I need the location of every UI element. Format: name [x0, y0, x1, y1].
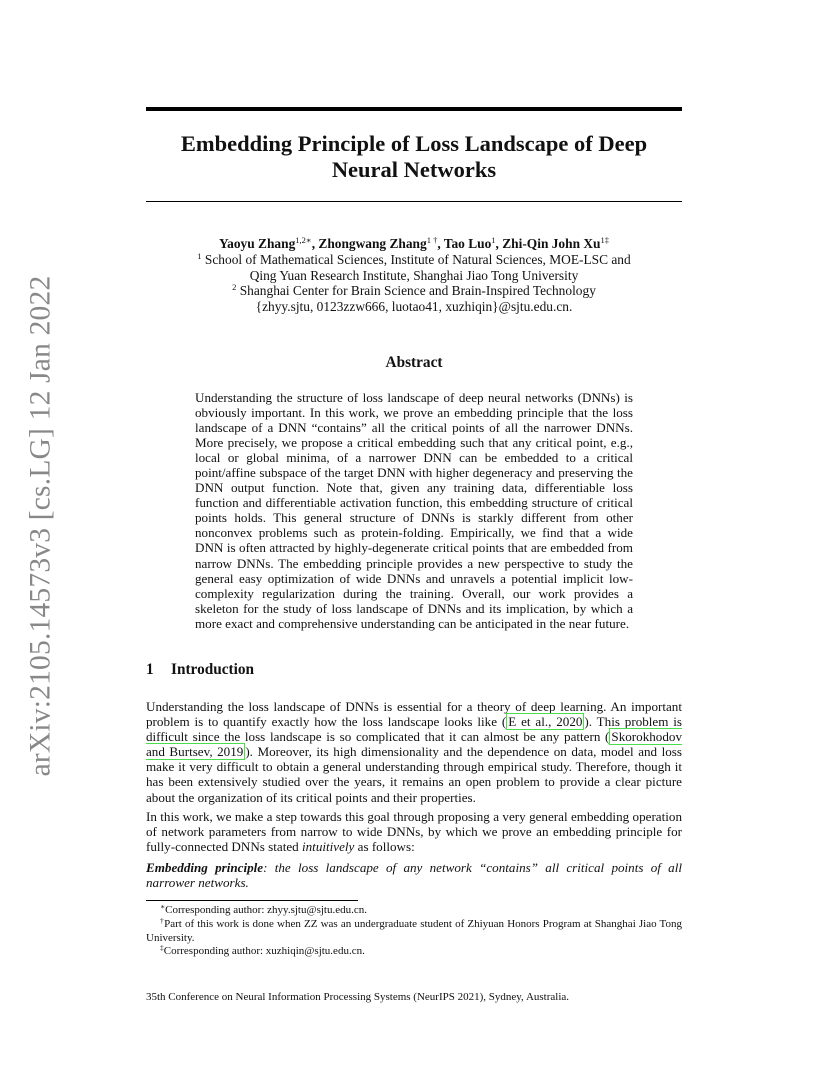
footnotes [146, 904, 682, 959]
citation-link[interactable]: Skorokhodov and Burtsev, 2019 [146, 729, 682, 760]
title-line-2: Neural Networks [331, 157, 497, 182]
footnote-text: Corresponding author: zhyy.sjtu@sjtu.edu.cn. [165, 904, 367, 916]
section-title: Introduction [171, 661, 255, 678]
intro-p1-text: ). Moreover, its high dimensionality and the dependence on data, model and loss make it very difficult to obtain a general understanding through empirical study. Therefore, though it has been extensively studied over the years, it remains an open problem to provide a clear picture about the organization of its critical points and their properties. [146, 744, 682, 805]
section-heading [146, 661, 254, 679]
principle-text: : the loss landscape of any network “contains” all critical points of all narrower networks. [146, 860, 682, 891]
footnote-text: Part of this work is done when ZZ was an undergraduate student of Zhiyuan Honors Program at Shanghai Jiao Tong University. [146, 917, 682, 944]
author-emails: {zhyy.sjtu, 0123zzw666, luotao41, xuzhiqin}@sjtu.edu.cn. [255, 299, 573, 315]
emphasis: intuitively [302, 839, 355, 855]
affiliation-2-line-1: Shanghai Center for Brain Science and Brain-Inspired Technology [239, 283, 596, 299]
author-affiliation-mark: 1 [491, 235, 496, 245]
intro-p1-text: Understanding the loss landscape of DNNs is essential for a theory of deep learning. An important problem is to quantify exactly how the loss landscape looks like ( [146, 699, 682, 730]
footnote-mark: ‡ [160, 943, 164, 953]
title-rule-top [146, 107, 682, 111]
affiliation-mark: 2 [232, 282, 237, 293]
title-line-1: Embedding Principle of Loss Landscape of Deep [180, 131, 648, 156]
arxiv-identifier [18, 275, 64, 777]
intro-paragraph-2 [146, 809, 682, 854]
affiliation-1-line-1: School of Mathematical Sciences, Institute of Natural Sciences, MOE-LSC and [204, 251, 631, 267]
affiliation-1-line-2: Qing Yuan Research Institute, Shanghai Jiao Tong University [249, 267, 579, 283]
embedding-principle-statement [146, 860, 682, 890]
intro-p2-text: In this work, we make a step towards this goal through proposing a very general embedding operation of network parameters from narrow to wide DNNs, by which we prove an embedding principle for fully-connected DNNs stated [146, 809, 682, 855]
footnote-text: Corresponding author: xuzhiqin@sjtu.edu.cn. [163, 945, 365, 958]
intro-p2-text: as follows: [354, 839, 415, 855]
author-name: Zhi-Qin John Xu [502, 236, 601, 251]
affiliation-1 [146, 252, 682, 268]
citation-link[interactable]: E et al., 2020 [508, 714, 583, 730]
author-affiliation-mark: 1,2∗ [295, 235, 312, 245]
paper-title [146, 131, 682, 183]
author-affiliation-mark: 1‡ [600, 235, 609, 245]
arxiv-id-text: arXiv:2105.14573v3 [cs.LG] 12 Jan 2022 [24, 275, 57, 777]
section-number: 1 [146, 661, 154, 678]
title-rule-bottom [146, 201, 682, 202]
author-block [146, 236, 682, 315]
footnote-mark: ∗ [160, 902, 166, 911]
affiliation-2 [146, 283, 682, 299]
intro-paragraph-1 [146, 699, 682, 805]
author-names: Yaoyu Zhang$^{1,2∗}$, Zhongwang Zhang$^{1 \dagger}$, Tao Luo$^1$, Zhi-Qin John $Xu^{1\ddagger}$ [218, 235, 609, 251]
affiliation-mark: 1 [197, 250, 202, 261]
author-name: Yaoyu Zhang [218, 236, 296, 251]
author-name: Zhongwang Zhang [318, 236, 427, 251]
abstract-text: Understanding the structure of loss landscape of deep neural networks (DNNs) is obviously important. In this work, we prove an embedding principle that the loss landscape of a DNN “contains” all the critical points of all the narrower DNNs. More precisely, we propose a critical embedding such that any critical point, e.g., local or global minima, of a narrower DNN can be embedded to a critical point/affine subspace of the target DNN with higher degeneracy and preserving the DNN output function. Note that, given any training data, differentiable loss function and differentiable activation function, this embedding structure of critical points holds. This general structure of DNNs is starkly different from other nonconvex problems such as protein-folding. Empirically, we find that a wide DNN is often attracted by highly-degenerate critical points that are embedded from narrow DNNs. The embedding principle provides a new perspective to study the general easy optimization of wide DNNs and unravels a potential implicit low-complexity regularization during the training. Overall, our work provides a skeleton for the study of loss landscape of DNNs and its implication, by which a more exact and comprehensive understanding can be anticipated in the near future. [195, 390, 633, 631]
footnote-mark: † [160, 915, 165, 925]
principle-label: Embedding principle [146, 860, 264, 875]
intro-p1-text: ). This problem is difficult since the loss landscape is so complicated that it can almost be any pattern ( [146, 714, 683, 745]
conference-footer: 35th Conference on Neural Information Processing Systems (NeurIPS 2021), Sydney, Australia. [146, 991, 570, 1003]
footnote-rule [146, 900, 358, 901]
footnote [146, 945, 682, 959]
author-name: Tao Luo [443, 236, 492, 251]
footnote [146, 904, 682, 918]
author-affiliation-mark: 1 † [426, 235, 438, 245]
footnote [146, 915, 682, 946]
abstract-heading: Abstract [385, 354, 443, 371]
